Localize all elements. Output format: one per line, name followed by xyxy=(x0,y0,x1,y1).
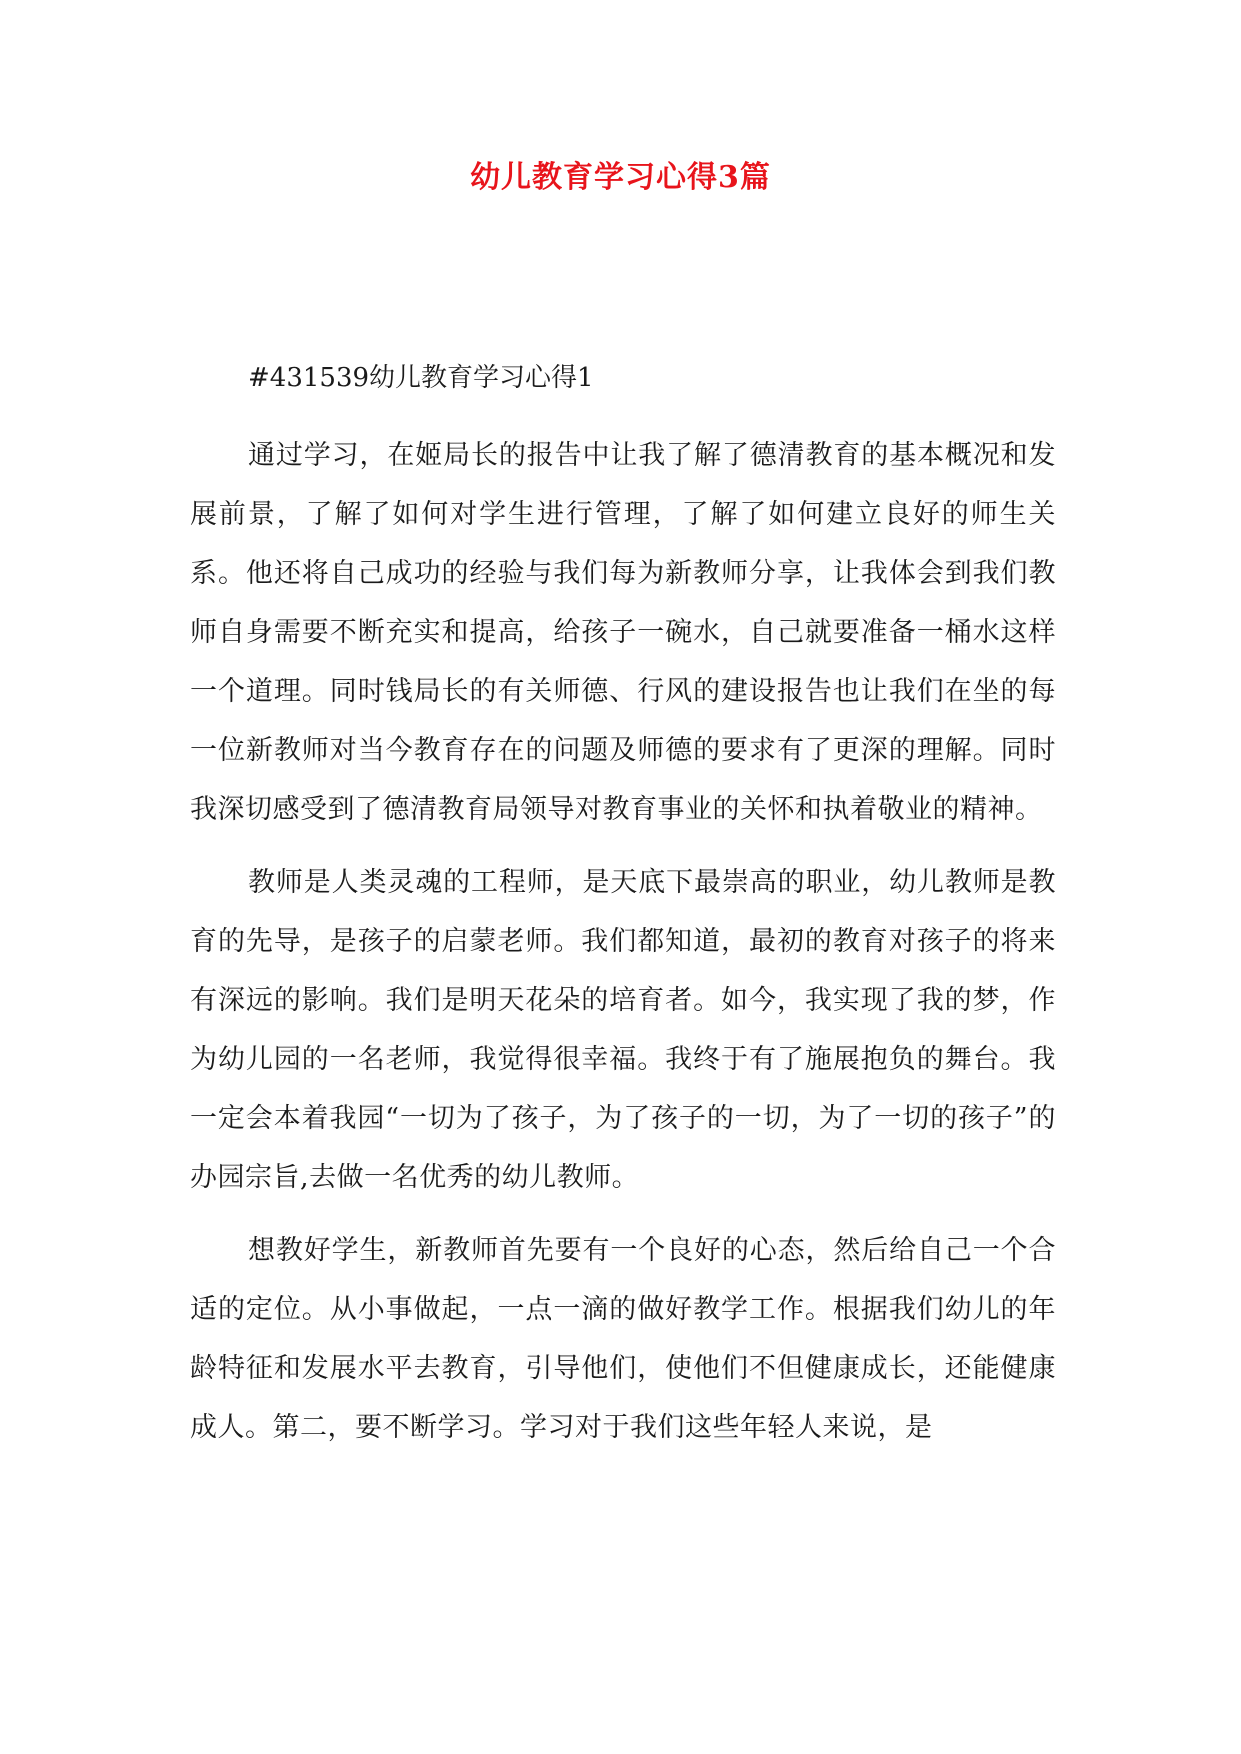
paragraph-3: 想教好学生，新教师首先要有一个良好的心态，然后给自己一个合适的定位。从小事做起，一点一滴的做好教学工作。根据我们幼儿的年龄特征和发展水平去教育，引导他们，使他们不但健康成长，还能健康成人。第二，要不断学习。学习对于我们这些年轻人来说，是 xyxy=(190,1235,1056,1443)
section-heading: #431539幼儿教育学习心得1 xyxy=(248,363,594,393)
paragraph-2: 教师是人类灵魂的工程师，是天底下最崇高的职业，幼儿教师是教育的先导，是孩子的启蒙老师。我们都知道，最初的教育对孩子的将来有深远的影响。我们是明天花朵的培育者。如今，我实现了我的梦，作为幼儿园的一名老师，我觉得很幸福。我终于有了施展抱负的舞台。我一定会本着我园“一切为了孩子，为了孩子的一切，为了一切的孩子”的办园宗旨,去做一名优秀的幼儿教师。 xyxy=(190,867,1056,1193)
document-body xyxy=(190,358,1056,1471)
paragraph-1: 通过学习，在姬局长的报告中让我了解了德清教育的基本概况和发展前景，了解了如何对学生进行管理，了解了如何建立良好的师生关系。他还将自己成功的经验与我们每为新教师分享，让我体会到我们教师自身需要不断充实和提高，给孩子一碗水，自己就要准备一桶水这样一个道理。同时钱局长的有关师德、行风的建设报告也让我们在坐的每一位新教师对当今教育存在的问题及师德的要求有了更深的理解。同时我深切感受到了德清教育局领导对教育事业的关怀和执着敬业的精神。 xyxy=(190,440,1056,825)
document-title: 幼儿教育学习心得3篇 xyxy=(470,160,771,195)
